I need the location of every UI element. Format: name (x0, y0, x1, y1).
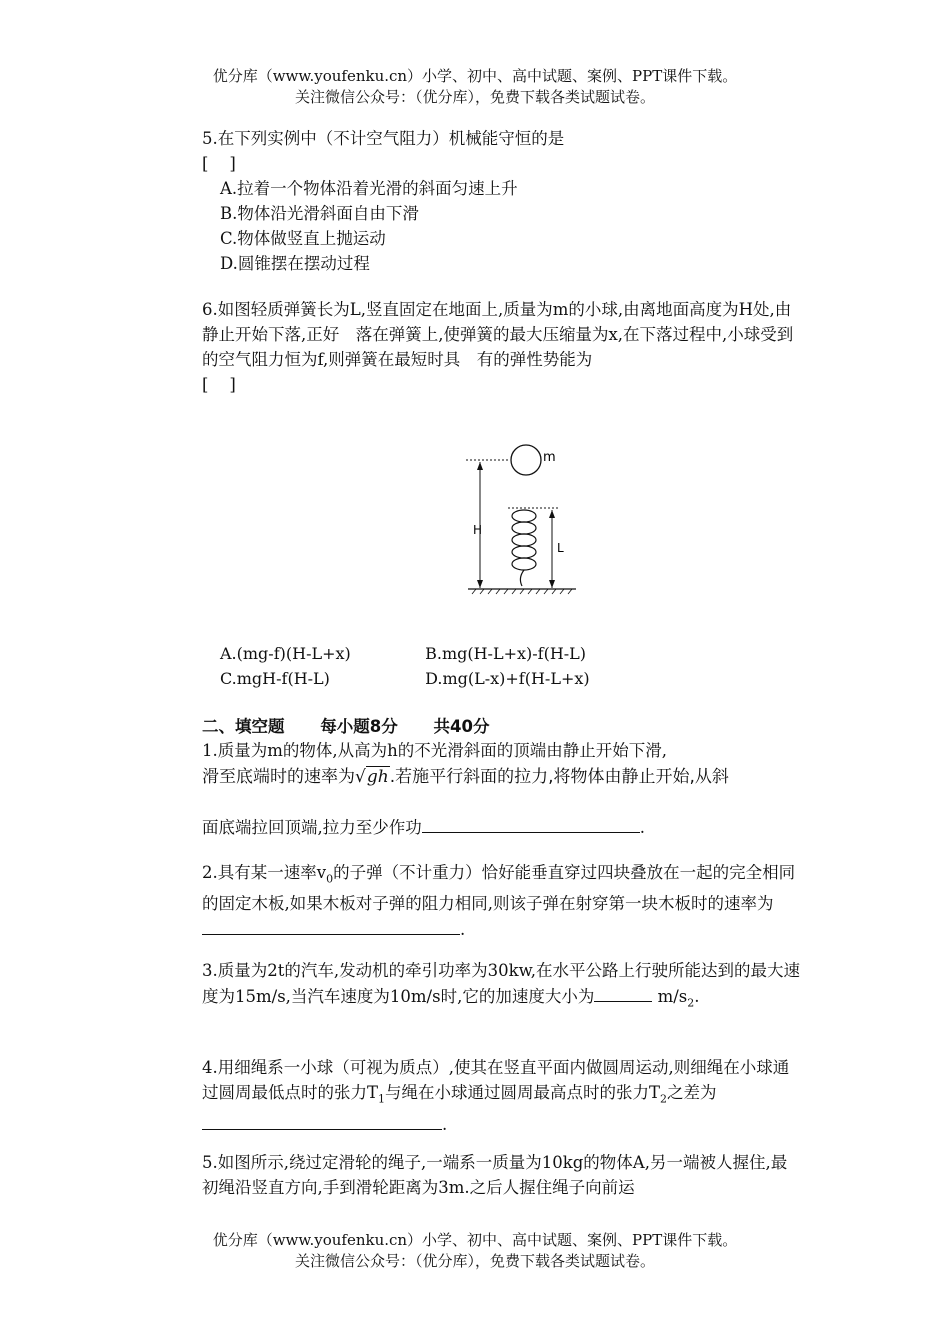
f1-line2 (202, 765, 812, 790)
q6-option-d: D.mg(L-x)+f(H-L+x) (425, 669, 590, 688)
q5-stem: 5.在下列实例中（不计空气阻力）机械能守恒的是 (202, 129, 565, 148)
f1-line3 (202, 814, 812, 840)
f2-answer-blank[interactable] (202, 916, 460, 935)
f5-text: 5.如图所示,绕过定滑轮的绳子,一端系一质量为10kg的物体A,另一端被人握住,最初绳沿竖直方向,手到滑轮距离为3m.之后人握住绳子向前运 (202, 1153, 788, 1197)
f2-sub: 0 (326, 872, 334, 886)
f4-text (202, 1055, 802, 1137)
f4-text-c: 之差为 (667, 1083, 717, 1102)
f1-line3-text: 面底端拉回顶端,拉力至少作功 (202, 818, 422, 837)
f2-text-a: 2.具有某一速率v (202, 863, 327, 882)
f1-line2-b: .若施平行斜面的拉力,将物体由静止开始,从斜 (389, 767, 729, 787)
page-header (0, 66, 950, 108)
q6-option-c: C.mgH-f(H-L) (220, 669, 330, 688)
f3-end: . (694, 987, 700, 1006)
f3-text (202, 958, 807, 1015)
q6-option-a: A.(mg-f)(H-L+x) (220, 644, 351, 663)
f4-sub2: 2 (660, 1092, 668, 1106)
q5-option-a: A.拉着一个物体沿着光滑的斜面匀速上升 (220, 179, 518, 198)
page-footer (0, 1230, 950, 1272)
q6-options (220, 641, 590, 691)
section-2-per: 每小题8分 (320, 717, 398, 736)
q5-option-b: B.物体沿光滑斜面自由下滑 (220, 204, 419, 223)
f2-text (202, 860, 802, 942)
header-line-2: 关注微信公众号：（优分库），免费下载各类试题试卷。 (294, 88, 655, 106)
f4-text-a: 4.用细绳系一小球（可视为质点）,使其在竖直平面内做圆周运动,则细绳在小球通过圆周最低点时的张力T (202, 1058, 790, 1102)
f4-end: . (442, 1115, 448, 1135)
sqrt-gh: √gh (355, 767, 389, 787)
ball (511, 445, 541, 475)
sqrt-radicand: gh (366, 767, 389, 787)
f1-end: . (639, 818, 645, 837)
f4-answer-blank[interactable] (202, 1111, 442, 1130)
fill-question-4 (202, 1055, 802, 1137)
question-5 (202, 126, 812, 276)
f3-unit-sub: 2 (687, 996, 695, 1010)
section-2-title (202, 713, 519, 737)
f3-text-a: 3.质量为2t的汽车,发动机的牵引功率为30kw,在水平公路上行驶所能达到的最大速度为15m/s,当汽车速度为10m/s时,它的加速度大小为 (202, 961, 801, 1006)
q5-option-d: D.圆锥摆在摆动过程 (220, 254, 370, 273)
q6-bracket: [ ] (202, 375, 236, 394)
f4-text-b: 与绳在小球通过圆周最高点时的张力T (385, 1083, 661, 1102)
height-label: H (473, 523, 483, 537)
q5-bracket: [ ] (202, 154, 236, 173)
q5-option-c: C.物体做竖直上抛运动 (220, 229, 386, 248)
q6-option-b: B.mg(H-L+x)-f(H-L) (425, 644, 587, 663)
question-6 (202, 297, 802, 397)
footer-line-2: 关注微信公众号：（优分库），免费下载各类试题试卷。 (294, 1252, 655, 1270)
section-2-total: 共40分 (433, 717, 490, 736)
mass-label: m (543, 450, 556, 465)
f1-answer-blank[interactable] (422, 814, 640, 833)
f2-end: . (460, 920, 466, 940)
fill-question-1 (202, 738, 812, 840)
section-2-name: 二、填空题 (202, 717, 285, 736)
f4-sub1: 1 (378, 1092, 386, 1106)
f1-line2-a: 滑至底端时的速率为 (202, 767, 355, 787)
q6-stem: 6.如图轻质弹簧长为L,竖直固定在地面上,质量为m的小球,由离地面高度为H处,由静止开始下落,正好 落在弹簧上,使弹簧的最大压缩量为x,在下落过程中,小球受到的空气阻力恒为f,则弹簧在最短时具 有的弹性势能为 (202, 300, 794, 369)
header-line-1: 优分库（www.youfenku.cn）小学、初中、高中试题、案例、PPT课件下载。 (212, 67, 738, 85)
fill-question-2 (202, 860, 802, 942)
spring (512, 510, 536, 586)
footer-line-1: 优分库（www.youfenku.cn）小学、初中、高中试题、案例、PPT课件下载。 (212, 1231, 738, 1249)
length-label: L (557, 541, 564, 555)
spring-ball-figure (460, 440, 590, 605)
fill-question-3 (202, 958, 807, 1015)
f3-unit: m/s (657, 987, 688, 1006)
fill-question-5 (202, 1150, 802, 1200)
f1-line1: 1.质量为m的物体,从高为h的不光滑斜面的顶端由静止开始下滑, (202, 741, 668, 760)
f3-answer-blank[interactable] (594, 983, 652, 1002)
f2-text-b: 的子弹（不计重力）恰好能垂直穿过四块叠放在一起的完全相同的固定木板,如果木板对子弹的阻力相同,则该子弹在射穿第一块木板时的速率为 (202, 863, 796, 914)
